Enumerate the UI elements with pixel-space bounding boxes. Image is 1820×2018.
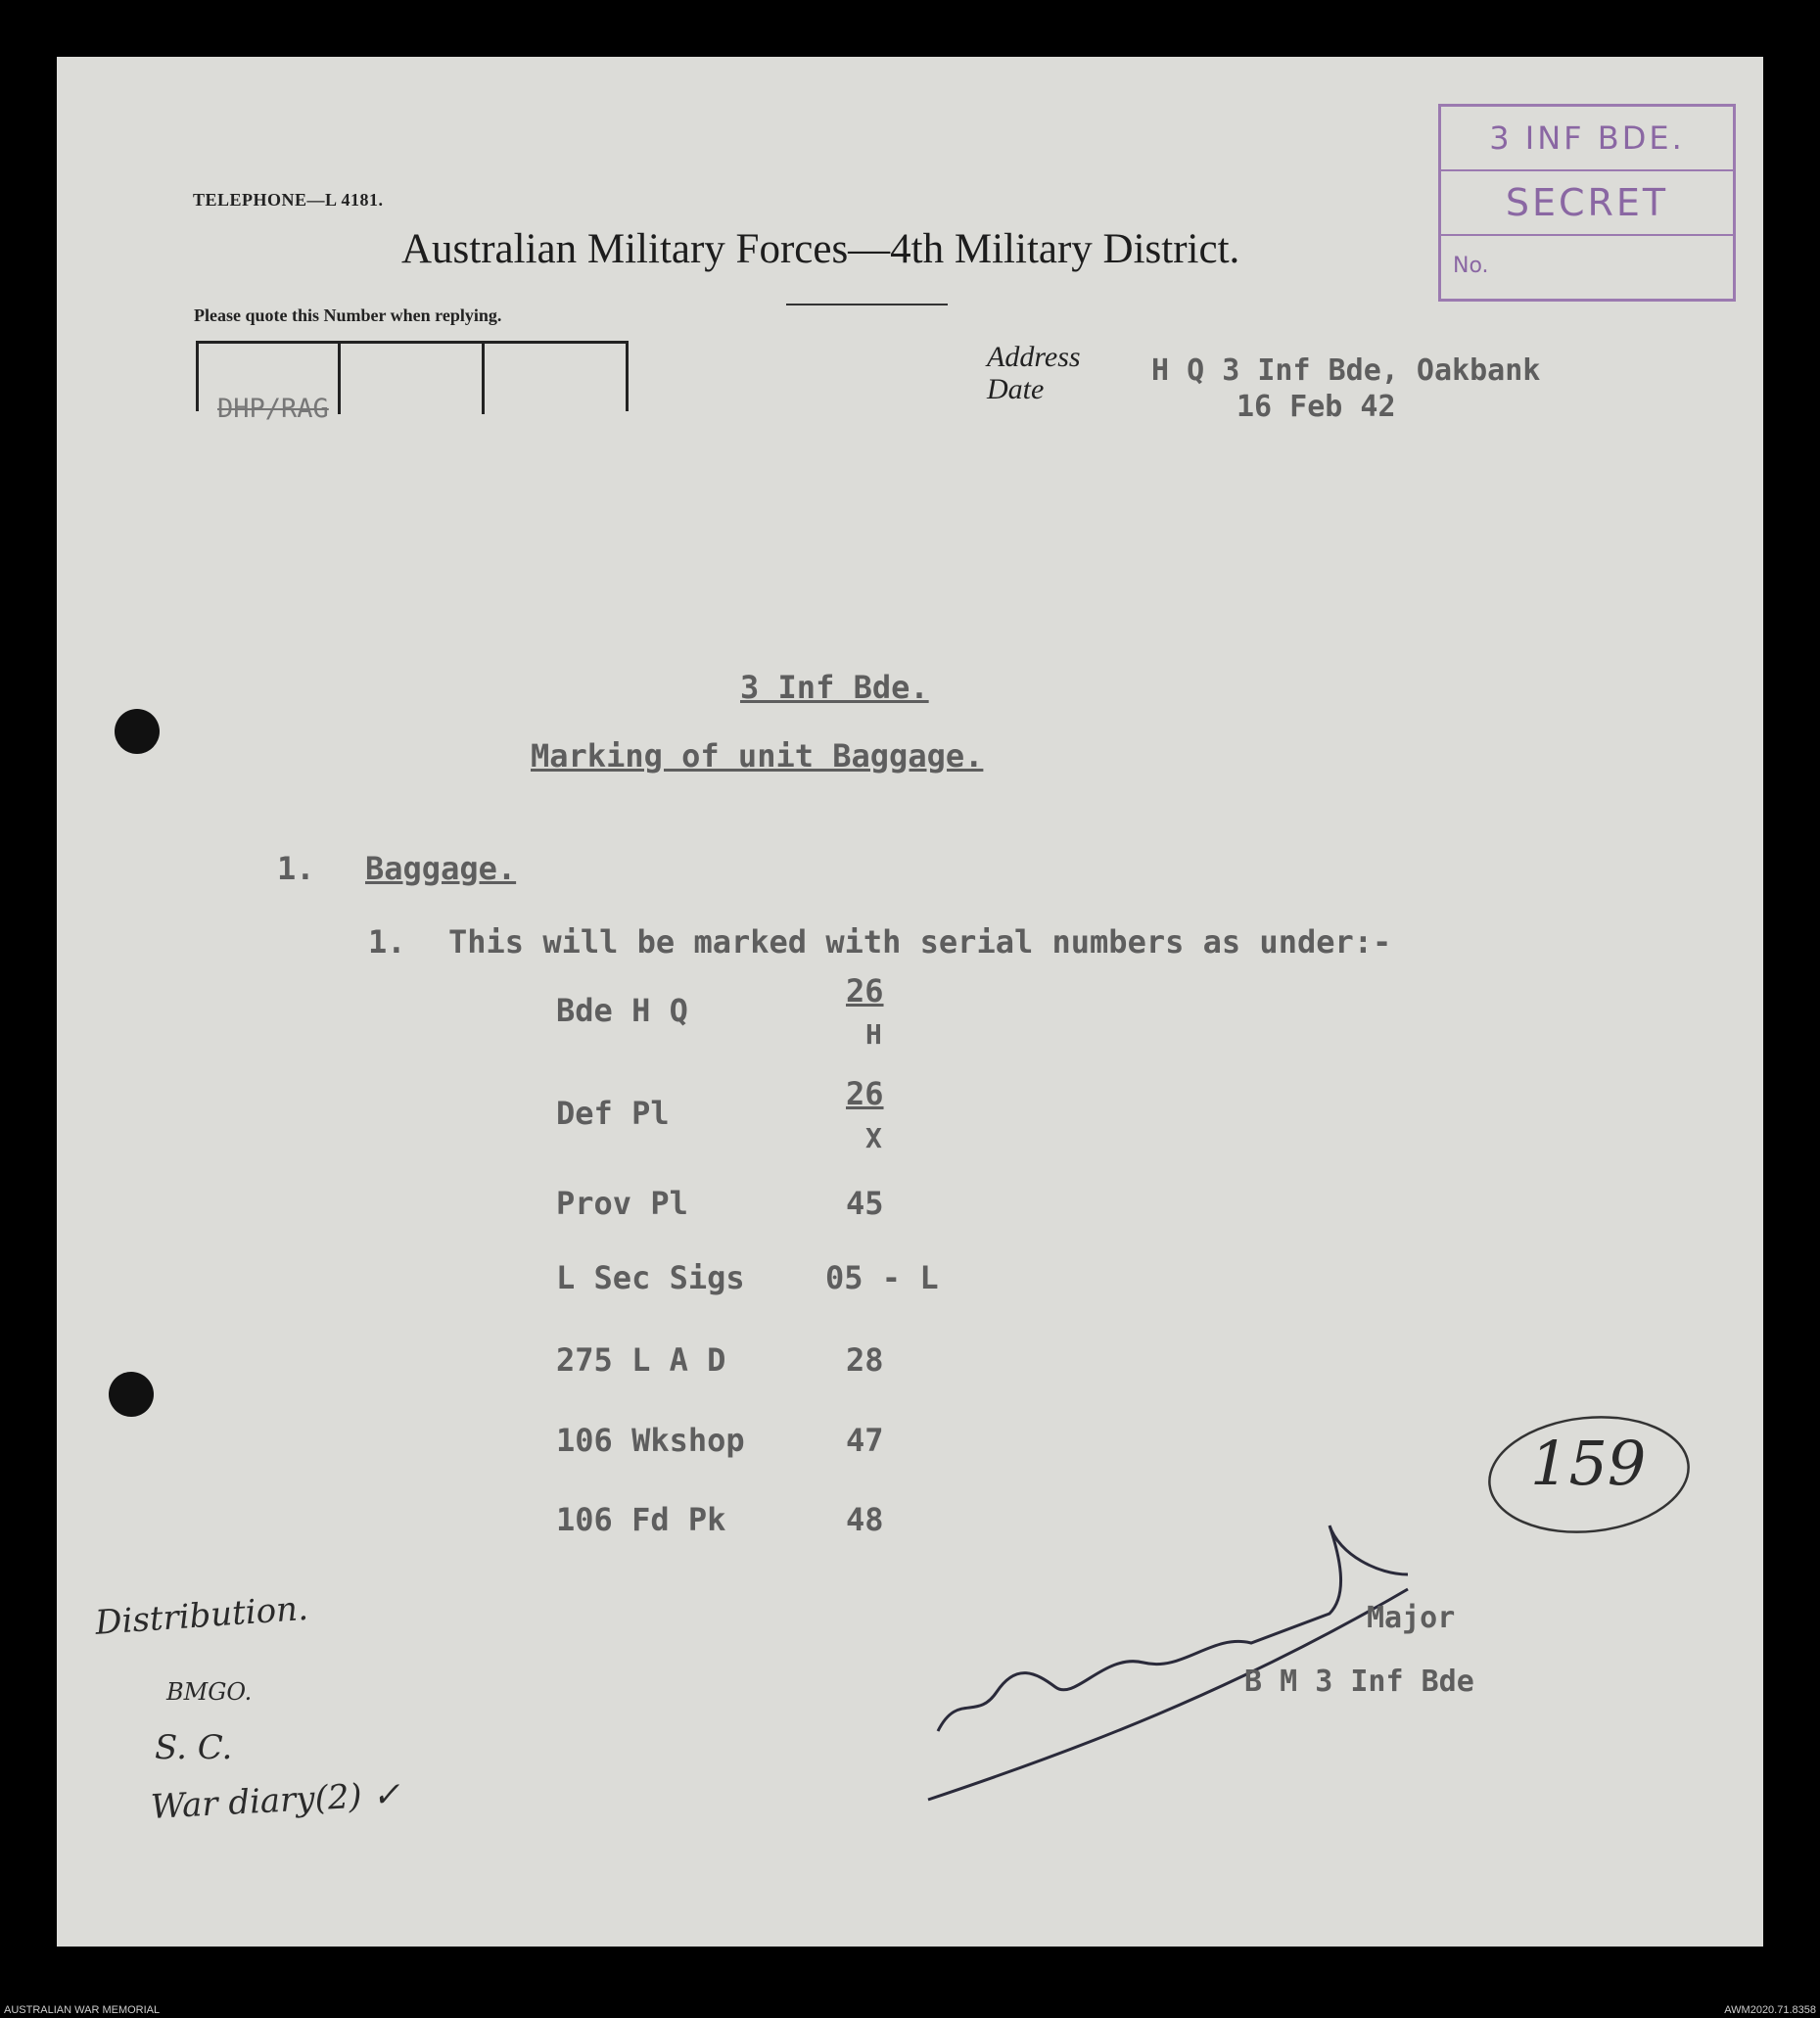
punch-hole (109, 1372, 154, 1417)
unit-serial-suffix: H (865, 1018, 882, 1051)
unit-name: Bde H Q (556, 992, 688, 1029)
stamp-unit: 3 INF BDE. (1441, 107, 1733, 171)
reference-box-divider (338, 344, 341, 414)
reference-box-divider (482, 344, 485, 414)
date-value: 16 Feb 42 (1237, 390, 1396, 424)
unit-name: 106 Wkshop (556, 1422, 745, 1459)
paragraph-number: 1. (368, 923, 406, 961)
distribution-heading: Distribution. (94, 1588, 310, 1643)
quote-note: Please quote this Number when replying. (194, 305, 502, 325)
unit-name: Def Pl (556, 1095, 670, 1132)
address-label: Address (987, 341, 1081, 373)
reference-number: DHP/RAG (217, 394, 329, 424)
unit-name: Prov Pl (556, 1185, 688, 1222)
stamp-classification: SECRET (1441, 171, 1733, 236)
unit-serial: 26 (846, 972, 884, 1009)
document-subject: 3 Inf Bde. (740, 669, 929, 706)
unit-name: 106 Fd Pk (556, 1501, 726, 1538)
unit-serial-suffix: X (865, 1122, 882, 1154)
heading-rule (786, 304, 948, 305)
distribution-item: War diary(2) ✓ (150, 1774, 401, 1827)
unit-name: 275 L A D (556, 1341, 726, 1379)
letterhead-heading: Australian Military Forces—4th Military District. (401, 226, 1240, 272)
unit-serial: 05 - L (825, 1259, 939, 1296)
document-title: Marking of unit Baggage. (531, 737, 984, 774)
folio-number: 159 (1530, 1428, 1647, 1499)
section-title: Baggage. (365, 850, 517, 887)
secret-stamp (1438, 104, 1736, 302)
unit-serial: 26 (846, 1075, 884, 1112)
section-number: 1. (277, 850, 315, 887)
punch-hole (115, 709, 160, 754)
unit-serial: 45 (846, 1185, 884, 1222)
date-label: Date (987, 373, 1045, 405)
footer-accession-number: AWM2020.71.8358 (1724, 2004, 1816, 2016)
telephone-number: TELEPHONE—L 4181. (193, 190, 384, 210)
footer-archive-name: AUSTRALIAN WAR MEMORIAL (4, 2004, 161, 2016)
distribution-item: BMGO. (166, 1678, 253, 1706)
distribution-item: S. C. (155, 1728, 233, 1767)
signature-mark (918, 1496, 1427, 1809)
unit-name: L Sec Sigs (556, 1259, 745, 1296)
unit-serial: 48 (846, 1501, 884, 1538)
address-value: H Q 3 Inf Bde, Oakbank (1151, 353, 1541, 388)
unit-serial: 28 (846, 1341, 884, 1379)
document-page (57, 57, 1763, 1947)
signatory-rank: Major (1367, 1601, 1456, 1635)
paragraph-text: This will be marked with serial numbers as under:- (448, 923, 1392, 961)
unit-serial: 47 (846, 1422, 884, 1459)
stamp-number-label: No. (1453, 254, 1489, 278)
signatory-appointment: B M 3 Inf Bde (1244, 1665, 1474, 1699)
